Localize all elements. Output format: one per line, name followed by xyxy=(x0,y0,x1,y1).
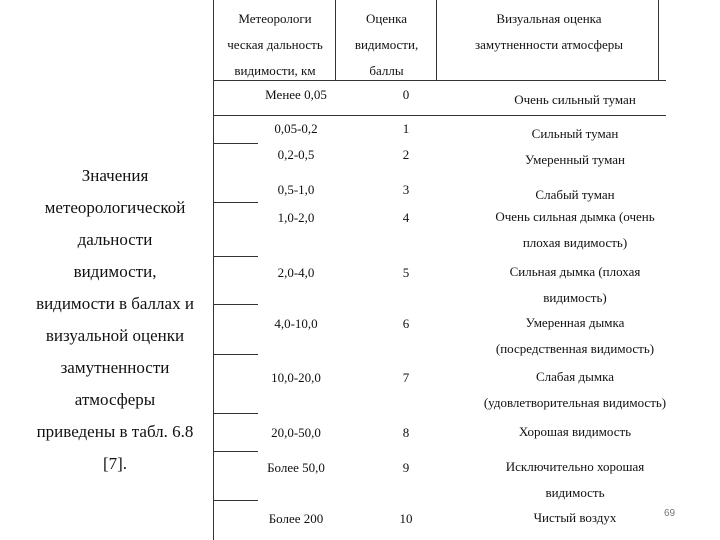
header-score xyxy=(338,6,435,84)
header-visual-line: Визуальная оценка xyxy=(496,11,602,26)
intro-text xyxy=(20,160,210,480)
header-range xyxy=(216,6,334,84)
table-rule xyxy=(213,256,258,257)
cell-range: 4,0-10,0 xyxy=(274,316,318,331)
cell-visual-line: Сильная дымка (плохая xyxy=(509,264,641,279)
cell-score: 0 xyxy=(402,87,410,102)
table-divider xyxy=(436,0,437,80)
cell-visual-line: Слабая дымка xyxy=(535,369,614,384)
cell-visual xyxy=(450,121,700,147)
cell-score: 7 xyxy=(402,370,410,385)
intro-line: замутненности xyxy=(60,358,170,377)
cell-visual-line: Умеренная дымка xyxy=(525,315,625,330)
cell-visual-line: Сильный туман xyxy=(531,126,619,141)
cell-score: 2 xyxy=(402,147,410,162)
cell-visual-line: Чистый воздух xyxy=(533,510,617,525)
header-range-line: Метеорологи xyxy=(238,11,312,26)
cell-range: Более 50,0 xyxy=(267,460,325,475)
cell-range: Менее 0,05 xyxy=(265,87,327,102)
table-rule xyxy=(213,115,666,116)
intro-line: приведены в табл. 6.8 xyxy=(36,422,194,441)
page-number: 69 xyxy=(664,508,676,519)
cell-range: Более 200 xyxy=(268,511,324,526)
table-border-left xyxy=(213,0,214,540)
cell-visual xyxy=(450,310,700,362)
intro-line: атмосферы xyxy=(74,390,156,409)
cell-visual xyxy=(450,364,700,416)
cell-range: 10,0-20,0 xyxy=(271,370,321,385)
intro-line: Значения xyxy=(81,166,149,185)
cell-score: 6 xyxy=(402,316,410,331)
table-rule xyxy=(213,413,258,414)
cell-visual-line: видимость xyxy=(545,485,605,500)
cell-range: 20,0-50,0 xyxy=(271,425,321,440)
header-score-line: баллы xyxy=(369,63,404,78)
cell-score: 3 xyxy=(402,182,410,197)
table-divider xyxy=(658,0,659,80)
cell-score: 1 xyxy=(402,121,410,136)
cell-visual xyxy=(450,259,700,311)
intro-line: видимости, xyxy=(73,262,157,281)
table-rule xyxy=(213,500,258,501)
cell-range: 0,2-0,5 xyxy=(277,147,315,162)
cell-range: 0,05-0,2 xyxy=(274,121,318,136)
cell-visual-line: плохая видимость) xyxy=(522,235,628,250)
cell-visual-line: (посредственная видимость) xyxy=(495,341,655,356)
intro-line: дальности xyxy=(77,230,153,249)
cell-visual xyxy=(450,419,700,445)
header-range-line: ческая дальность xyxy=(227,37,323,52)
table-rule xyxy=(213,143,258,144)
cell-score: 8 xyxy=(402,425,410,440)
cell-visual-line: Умеренный туман xyxy=(525,152,625,167)
cell-score: 4 xyxy=(402,210,410,225)
cell-visual-line: Исключительно хорошая xyxy=(505,459,645,474)
intro-line: визуальной оценки xyxy=(45,326,185,345)
cell-visual-line: Очень сильная дымка (очень xyxy=(495,209,655,224)
cell-visual-line: (удовлетворительная видимость) xyxy=(483,395,667,410)
cell-visual xyxy=(450,147,700,173)
header-visual xyxy=(440,6,658,58)
intro-line: метеорологической xyxy=(44,198,186,217)
cell-score: 10 xyxy=(399,511,413,526)
cell-range: 2,0-4,0 xyxy=(277,265,315,280)
table-rule xyxy=(213,451,258,452)
header-range-line: видимости, км xyxy=(234,63,316,78)
cell-visual xyxy=(450,87,700,113)
header-score-line: видимости, xyxy=(354,37,419,52)
cell-visual-line: видимость) xyxy=(543,290,607,305)
cell-visual xyxy=(450,454,700,506)
header-visual-line: замутненности атмосферы xyxy=(475,37,623,52)
cell-visual xyxy=(450,505,700,531)
table-rule xyxy=(213,304,258,305)
cell-score: 5 xyxy=(402,265,410,280)
cell-visual-line: Хорошая видимость xyxy=(518,424,632,439)
table-rule xyxy=(213,354,258,355)
intro-line: видимости в баллах и xyxy=(36,294,194,313)
cell-score: 9 xyxy=(402,460,410,475)
table-rule xyxy=(213,202,258,203)
cell-range: 0,5-1,0 xyxy=(277,182,315,197)
table-divider xyxy=(335,0,336,80)
cell-visual xyxy=(450,204,700,256)
cell-visual-line: Очень сильный туман xyxy=(514,92,636,107)
cell-visual-line: Слабый туман xyxy=(535,187,615,202)
cell-range: 1,0-2,0 xyxy=(277,210,315,225)
intro-line: [7]. xyxy=(102,454,128,473)
header-score-line: Оценка xyxy=(366,11,407,26)
